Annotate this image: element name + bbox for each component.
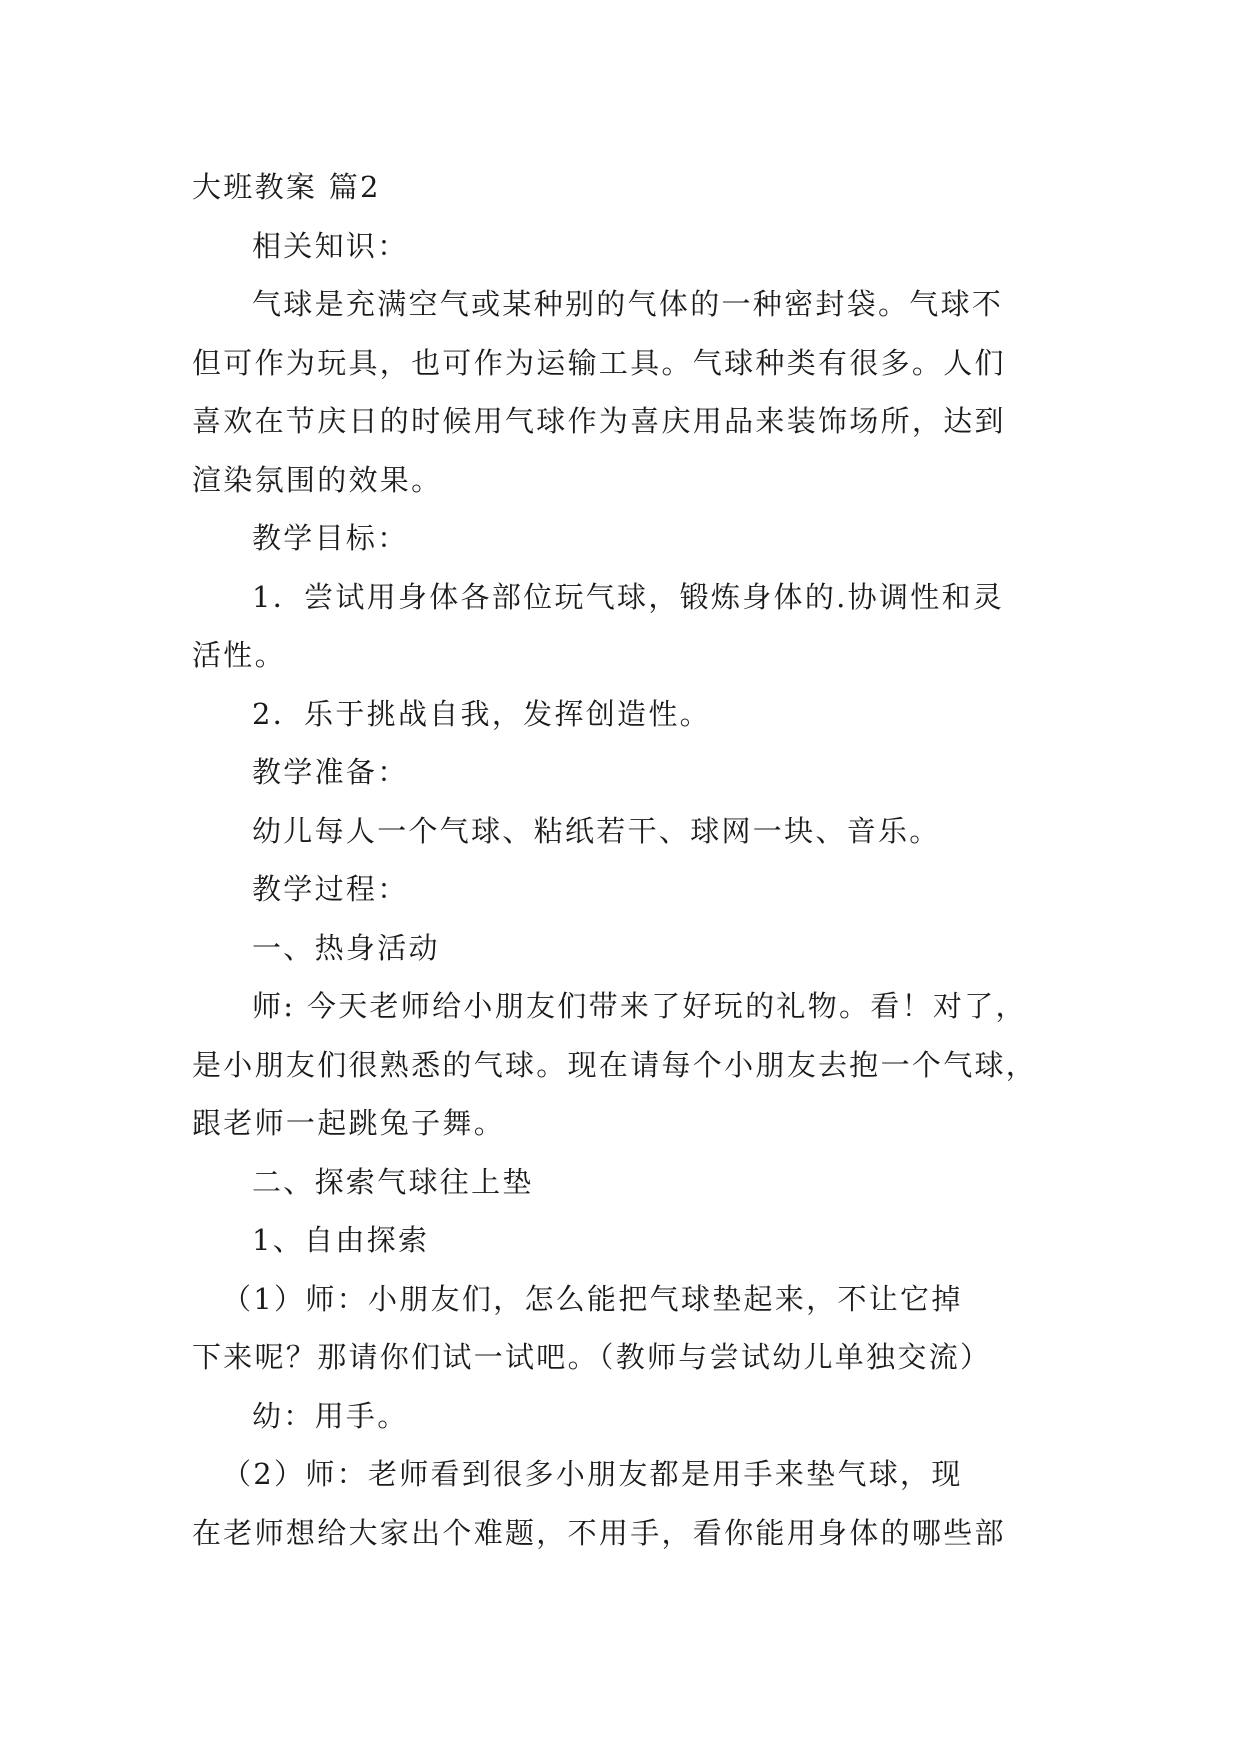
document-title: 大班教案 篇2	[192, 170, 381, 204]
goal-item-2: 2．乐于挑战自我，发挥创造性。	[252, 696, 711, 731]
paragraph-line: 渲染氛围的效果。	[192, 462, 443, 497]
paragraph-line: 跟老师一起跳兔子舞。	[192, 1106, 506, 1140]
preparation-text: 幼儿每人一个气球、粘纸若干、球网一块、音乐。	[252, 813, 941, 848]
paragraph-line: 喜欢在节庆日的时候用气球作为喜庆用品来装饰场所，达到	[192, 404, 1006, 438]
paragraph-line: 下来呢？那请你们试一试吧。（教师与尝试幼儿单独交流）	[192, 1340, 992, 1374]
heading-related-knowledge: 相关知识：	[252, 228, 409, 263]
goal-item-1: 1．尝试用身体各部位玩气球，锻炼身体的.协调性和灵	[252, 579, 1005, 614]
document-body	[192, 158, 1052, 1562]
paragraph-line: 但可作为玩具，也可作为运输工具。气球种类有很多。人们	[192, 345, 1006, 380]
paragraph-line: 师: 今天老师给小朋友们带来了好玩的礼物。看！对了，	[252, 989, 1027, 1023]
subsection-free-explore: 1、自由探索	[252, 1223, 430, 1257]
paragraph-line: （2）师：老师看到很多小朋友都是用手来垫气球，现	[222, 1457, 963, 1491]
section-warmup: 一、热身活动	[252, 930, 440, 965]
paragraph-line: （1）师：小朋友们，怎么能把气球垫起来，不让它掉	[222, 1281, 963, 1316]
paragraph-line: 在老师想给大家出个难题，不用手，看你能用身体的哪些部	[192, 1515, 1006, 1550]
paragraph-line: 是小朋友们很熟悉的气球。现在请每个小朋友去抱一个气球，	[192, 1047, 1038, 1082]
heading-teaching-preparation: 教学准备：	[252, 755, 409, 789]
goal-item-1-continued: 活性。	[192, 638, 286, 672]
heading-teaching-goals: 教学目标：	[252, 521, 409, 555]
paragraph-line: 气球是充满空气或某种别的气体的一种密封袋。气球不	[252, 287, 1004, 321]
heading-teaching-process: 教学过程：	[252, 872, 409, 906]
paragraph-line: 幼：用手。	[252, 1398, 409, 1433]
section-explore: 二、探索气球往上垫	[252, 1164, 534, 1199]
